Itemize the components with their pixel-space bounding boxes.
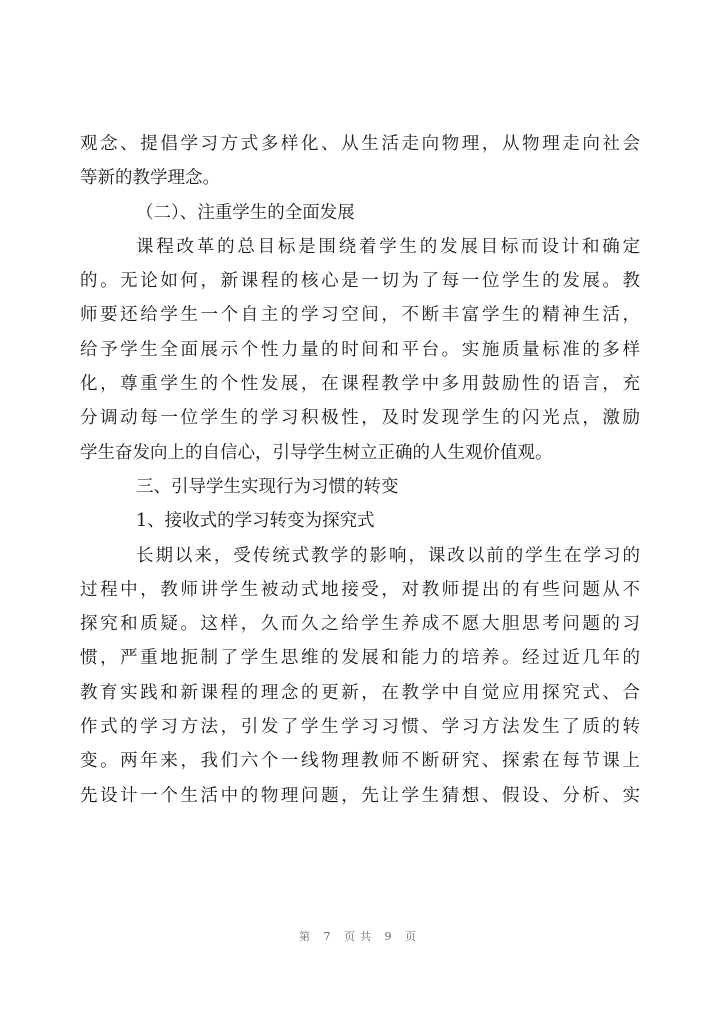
text-line: 学生奋发向上的自信心，引导学生树立正确的人生观价值观。 [80, 442, 553, 463]
text-line: 长期以来，受传统式教学的影响，课改以前的学生在学习的 [136, 545, 640, 566]
text-line: 先设计一个生活中的物理问题，先让学生猜想、假设、分析、实 [80, 785, 640, 806]
text-line: 过程中，教师讲学生被动式地接受，对教师提出的有些问题从不 [80, 579, 640, 600]
section-heading: （二）、注重学生的全面发展 [136, 202, 355, 223]
text-line: 教育实践和新课程的理念的更新，在教学中自觉应用探究式、合 [80, 682, 640, 703]
text-line: 师要还给学生一个自主的学习空间，不断丰富学生的精神生活， [80, 305, 640, 326]
subsection-heading: 1、接收式的学习转变为探究式 [136, 511, 375, 532]
body-text [80, 127, 640, 813]
text-line: 惯，严重地扼制了学生思维的发展和能力的培养。经过近几年的 [80, 648, 640, 669]
text-line: 变。两年来，我们六个一线物理教师不断研究、探索在每节课上 [80, 751, 640, 772]
text-line: 作式的学习方法，引发了学生学习习惯、学习方法发生了质的转 [80, 717, 640, 738]
text-line: 观念、提倡学习方式多样化、从生活走向物理，从物理走向社会 [80, 134, 640, 154]
page-number-footer: 第 7 页共 9 页 [299, 930, 421, 943]
text-line: 的。无论如何，新课程的核心是一切为了每一位学生的发展。教 [80, 271, 640, 292]
text-line: 分调动每一位学生的学习积极性，及时发现学生的闪光点，激励 [80, 408, 640, 429]
text-line: 探究和质疑。这样，久而久之给学生养成不愿大胆思考问题的习 [80, 614, 640, 635]
section-heading: 三、引导学生实现行为习惯的转变 [136, 476, 399, 497]
text-line: 课程改革的总目标是围绕着学生的发展目标而设计和确定 [136, 236, 640, 257]
text-line: 等新的教学理念。 [80, 168, 220, 189]
text-line: 给予学生全面展示个性力量的时间和平台。实施质量标准的多样 [80, 339, 640, 360]
text-line: 化，尊重学生的个性发展，在课程教学中多用鼓励性的语言，充 [80, 374, 640, 395]
